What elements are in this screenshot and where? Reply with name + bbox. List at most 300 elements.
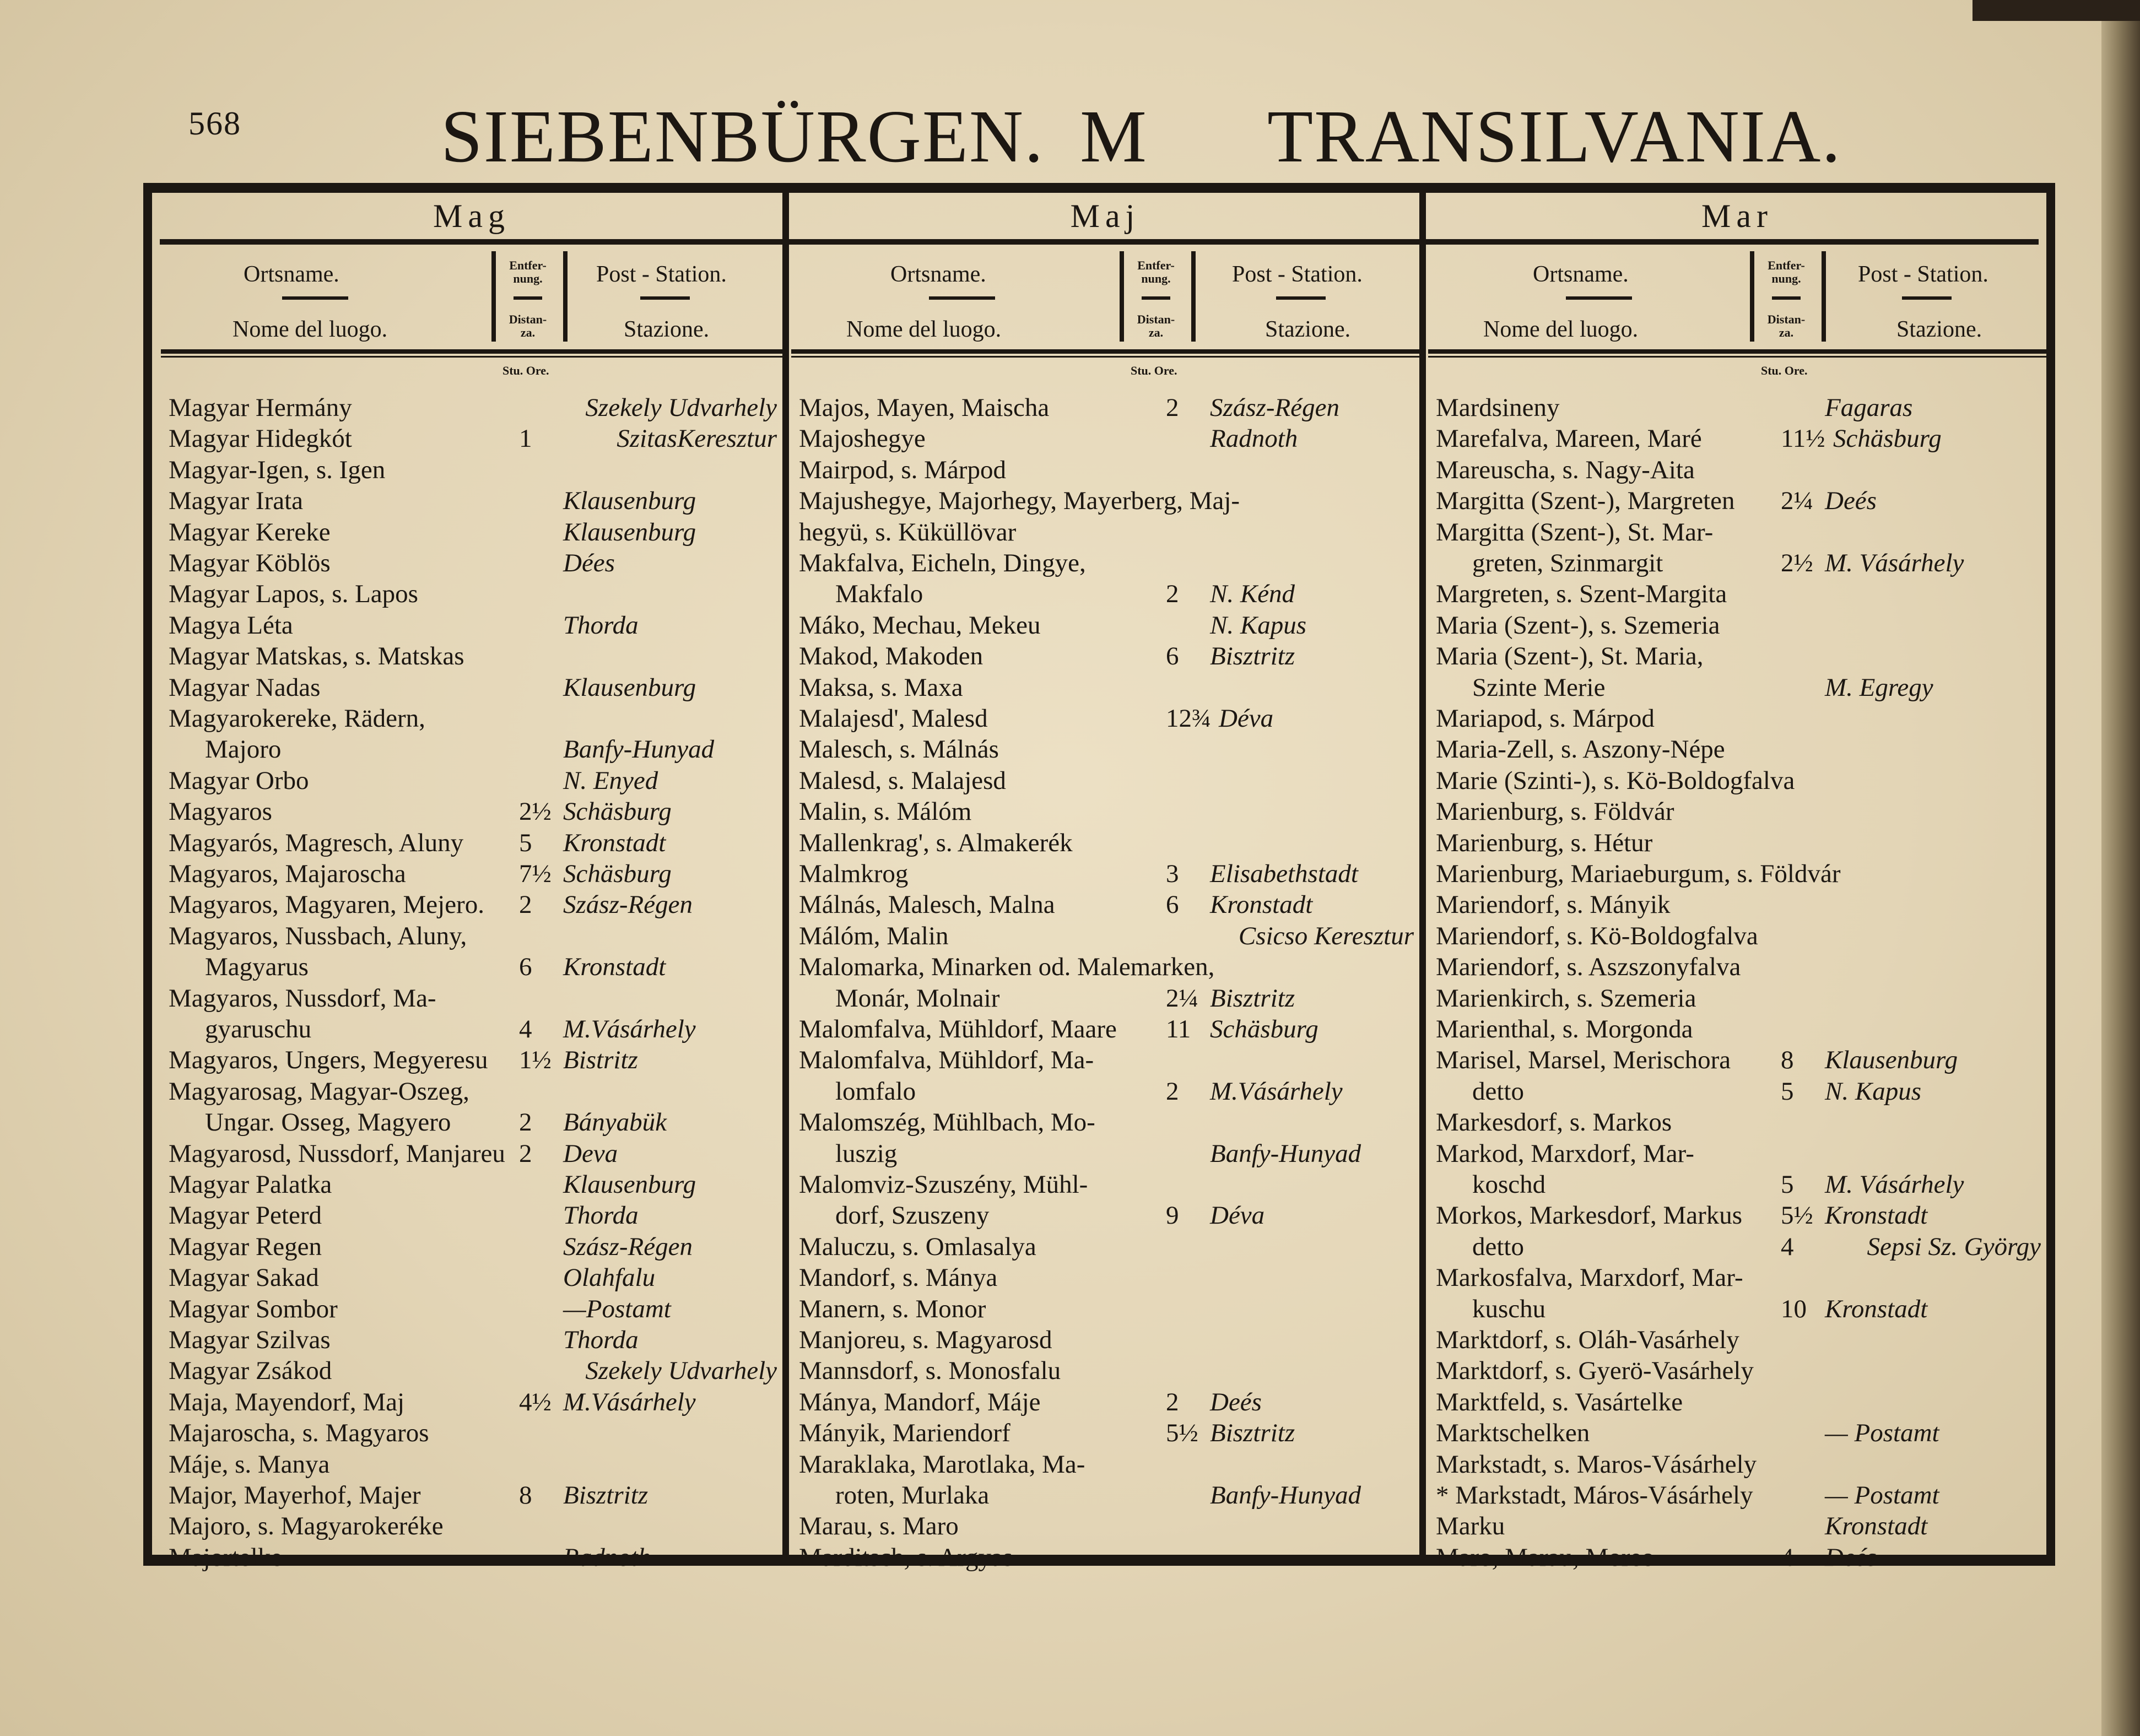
distance: 6	[1166, 642, 1179, 671]
place-name: Malesd, s. Malajesd	[799, 766, 1006, 795]
header-divider	[1822, 251, 1826, 342]
place-name: Magyar Szilvas	[169, 1326, 331, 1354]
place-name: Marau, s. Maro	[799, 1512, 959, 1541]
place-name: kuschu	[1472, 1294, 1546, 1323]
post-station: N. Kapus	[1210, 610, 1306, 640]
list-item	[161, 672, 782, 703]
list-item	[1428, 1355, 2046, 1386]
header-divider	[1120, 251, 1124, 342]
distance: 2	[1166, 1387, 1179, 1416]
header-rule	[1276, 296, 1326, 300]
list-item	[1428, 1107, 2046, 1138]
list-item	[1428, 455, 2046, 485]
distance: 8	[1781, 1046, 1794, 1075]
place-name: Markstadt, s. Maros-Vásárhely	[1436, 1450, 1757, 1479]
list-item	[791, 423, 1419, 454]
place-name: Marktdorf, s. Oláh-Vasárhely	[1436, 1326, 1739, 1354]
post-station: Thorda	[563, 610, 639, 640]
column-heading: Maj	[1070, 198, 1141, 234]
column-mar	[1428, 193, 2046, 1572]
place-name: Marisel, Marsel, Merischora	[1436, 1046, 1731, 1075]
post-station: Szász-Régen	[563, 1232, 693, 1261]
header-post-station: Post - Station.	[1232, 262, 1363, 287]
list-item	[791, 517, 1419, 548]
place-name: Marienburg, s. Hétur	[1436, 828, 1653, 857]
place-name: Magyar Matskas, s. Matskas	[169, 642, 464, 671]
place-name: Margitta (Szent-), Margreten	[1436, 486, 1735, 516]
list-item	[791, 858, 1419, 889]
list-item	[1428, 983, 2046, 1014]
place-name: Magyar Peterd	[169, 1201, 322, 1230]
list-item	[161, 921, 782, 951]
list-item	[791, 578, 1419, 609]
header-nome-del-luogo: Nome del luogo.	[233, 317, 388, 342]
list-item	[791, 672, 1419, 703]
list-item	[161, 1231, 782, 1262]
title-letter: M	[1080, 95, 1148, 178]
list-item	[161, 1169, 782, 1200]
list-item	[161, 1387, 782, 1418]
place-name: Majoro	[205, 735, 282, 764]
post-station: Thorda	[563, 1326, 639, 1354]
header-rule	[1772, 296, 1801, 300]
place-name: Marku	[1436, 1512, 1505, 1541]
place-name: Malajesd', Malesd	[799, 704, 988, 733]
place-name: Margreten, s. Szent-Margita	[1436, 580, 1727, 609]
post-station: Thorda	[563, 1201, 639, 1230]
place-name: Malomfalva, Mühldorf, Maare	[799, 1015, 1117, 1043]
list-item	[161, 455, 782, 485]
post-station: M.Vásárhely	[563, 1015, 696, 1043]
list-item	[161, 1294, 782, 1324]
header-nome-del-luogo: Nome del luogo.	[1483, 317, 1639, 342]
post-station: Csicso Keresztur	[1238, 921, 1414, 950]
distance: 2¼	[1781, 486, 1813, 516]
place-name: Magyaros, Nussdorf, Ma-	[169, 983, 436, 1013]
list-item	[1428, 1014, 2046, 1045]
place-name: detto	[1472, 1232, 1524, 1261]
place-name: Marktfeld, s. Vasártelke	[1436, 1387, 1683, 1416]
post-station: Klausenburg	[1825, 1046, 1958, 1075]
place-name: Málnás, Malesch, Malna	[799, 890, 1055, 920]
place-name: Manjoreu, s. Magyarosd	[799, 1326, 1052, 1354]
post-station: M.Vásárhely	[563, 1387, 696, 1416]
list-item	[791, 1200, 1419, 1231]
place-name: Maria-Zell, s. Aszony-Népe	[1436, 735, 1725, 764]
post-station: Kronstadt	[1210, 890, 1313, 920]
list-item	[1428, 828, 2046, 858]
post-station: Deés	[1825, 1543, 1877, 1572]
place-name: Mánya, Mandorf, Máje	[799, 1387, 1041, 1416]
list-item	[791, 1107, 1419, 1138]
title-latin: TRANSILVANIA.	[1267, 95, 1842, 178]
column-mag	[161, 193, 782, 1572]
post-station: — Postamt	[1825, 1419, 1939, 1448]
post-station: Szekely Udvarhely	[585, 393, 777, 422]
column-heading: Mag	[433, 198, 510, 234]
place-name: Mardsineny	[1436, 393, 1560, 422]
list-item	[1428, 1324, 2046, 1355]
list-item	[1428, 1294, 2046, 1324]
post-station: Schäsburg	[563, 859, 672, 888]
list-item	[1428, 548, 2046, 578]
post-station: Szász-Régen	[1210, 393, 1339, 422]
place-name: Magyar Köblös	[169, 549, 331, 577]
post-station: Szekely Udvarhely	[585, 1356, 777, 1386]
header-entfernung: Entfer- nung.	[1768, 258, 1805, 285]
post-station: Bisztritz	[1210, 983, 1295, 1013]
list-item	[161, 610, 782, 641]
header-rule	[1428, 356, 2046, 358]
title-german: SIEBENBÜRGEN.	[441, 95, 1045, 178]
list-item	[791, 796, 1419, 827]
place-name: Maluczu, s. Omlasalya	[799, 1232, 1036, 1261]
list-item	[161, 951, 782, 982]
list-item	[161, 889, 782, 920]
list-item	[161, 703, 782, 734]
place-name: Mariendorf, s. Kö-Boldogfalva	[1436, 921, 1758, 950]
list-item	[791, 765, 1419, 796]
distance: 5	[1781, 1077, 1794, 1106]
distance: 3	[1166, 859, 1179, 888]
list-item	[161, 1324, 782, 1355]
place-name: Magyaros	[169, 797, 272, 826]
column-divider	[782, 193, 789, 1557]
list-item	[1428, 921, 2046, 951]
place-name: Ungar. Osseg, Magyero	[205, 1108, 451, 1137]
list-item	[161, 423, 782, 454]
page-corner-shadow	[1973, 0, 2140, 21]
place-name: Magyaros, Nussbach, Aluny,	[169, 921, 467, 950]
post-station: Szász-Régen	[563, 890, 693, 920]
post-station: Deés	[1825, 486, 1877, 516]
distance: 8	[519, 1481, 532, 1510]
header-rule	[1566, 296, 1632, 300]
place-name: Majortelke	[169, 1543, 283, 1572]
list-item	[791, 392, 1419, 423]
list-item	[161, 517, 782, 548]
place-name: Magyaros, Ungers, Megyeresu	[169, 1046, 488, 1075]
post-station: Bisztritz	[1210, 642, 1295, 671]
post-station: Bányabük	[563, 1108, 667, 1137]
place-name: Magyar Regen	[169, 1232, 322, 1261]
distance: 6	[1166, 890, 1179, 920]
place-name: Magyar Lapos, s. Lapos	[169, 580, 418, 609]
list-item	[1428, 1169, 2046, 1200]
place-name: Marktschelken	[1436, 1419, 1590, 1448]
list-item	[161, 1480, 782, 1511]
post-station: Bisztritz	[563, 1481, 649, 1510]
place-name: Magyar-Igen, s. Igen	[169, 455, 386, 484]
distance: 5	[1781, 1170, 1794, 1199]
binding-edge	[2101, 0, 2140, 1736]
header-rule	[791, 349, 1419, 354]
header-stazione: Stazione.	[624, 317, 710, 342]
list-item	[791, 1169, 1419, 1200]
list-item	[791, 889, 1419, 920]
list-item	[1428, 1200, 2046, 1231]
header-rule	[791, 356, 1419, 358]
header-stazione: Stazione.	[1265, 317, 1351, 342]
distance: 11½	[1781, 424, 1825, 453]
list-item	[161, 1511, 782, 1542]
place-name: Marktdorf, s. Gyerö-Vasárhely	[1436, 1356, 1754, 1386]
place-name: Markesdorf, s. Markos	[1436, 1108, 1672, 1137]
list-item	[791, 703, 1419, 734]
column-heading: Mar	[1701, 198, 1773, 234]
place-name: Málóm, Malin	[799, 921, 949, 950]
place-name: Majoro, s. Magyarokeréke	[169, 1512, 444, 1541]
distance: 11	[1166, 1015, 1191, 1043]
list-item	[161, 858, 782, 889]
list-item	[161, 983, 782, 1014]
distance: 2½	[1781, 549, 1813, 577]
post-station: Schäsburg	[1833, 424, 1942, 453]
distance: 2	[519, 890, 532, 920]
distance: 2	[519, 1139, 532, 1168]
place-name: dorf, Szuszeny	[835, 1201, 990, 1230]
list-item	[791, 1045, 1419, 1075]
distance: 4½	[519, 1387, 552, 1416]
list-item	[1428, 1076, 2046, 1107]
place-name: Malomarka, Minarken od. Malemarken,	[799, 953, 1215, 982]
list-item	[1428, 1045, 2046, 1075]
list-item	[161, 1076, 782, 1107]
post-station: Radnoth	[1210, 424, 1298, 453]
place-name: Szinte Merie	[1472, 673, 1606, 702]
header-ortsname: Ortsname.	[1533, 262, 1629, 287]
list-item	[161, 1138, 782, 1169]
list-item	[1428, 517, 2046, 548]
distance: 4	[519, 1015, 532, 1043]
post-station: Kronstadt	[563, 953, 666, 982]
header-rule	[1428, 349, 2046, 354]
place-name: Magyar Kereke	[169, 517, 331, 547]
list-item	[161, 548, 782, 578]
place-name: Magyar Zsákod	[169, 1356, 332, 1386]
post-station: Sepsi Sz. György	[1867, 1232, 2041, 1261]
distance: 10	[1781, 1294, 1807, 1323]
list-item	[161, 1014, 782, 1045]
column-divider	[1419, 193, 1426, 1557]
list-item	[1428, 1387, 2046, 1418]
place-name: Manern, s. Monor	[799, 1294, 986, 1323]
list-item	[161, 1449, 782, 1480]
post-station: Kronstadt	[1825, 1294, 1928, 1323]
distance: 1½	[519, 1046, 552, 1075]
post-station: Kronstadt	[1825, 1512, 1928, 1541]
list-item	[1428, 796, 2046, 827]
header-nome-del-luogo: Nome del luogo.	[846, 317, 1002, 342]
units-label: Stu. Ore.	[1131, 364, 1177, 377]
list-item	[791, 1387, 1419, 1418]
post-station: Klausenburg	[563, 1170, 696, 1199]
place-name: Marie (Szinti-), s. Kö-Boldogfalva	[1436, 766, 1795, 795]
place-name: Maria (Szent-), s. Szemeria	[1436, 610, 1720, 640]
post-station: M. Vásárhely	[1825, 1170, 1964, 1199]
distance: 5	[519, 828, 532, 857]
post-station: M. Egregy	[1825, 673, 1933, 702]
list-item	[791, 1294, 1419, 1324]
list-item	[791, 1231, 1419, 1262]
header-rule	[161, 356, 782, 358]
distance: 4	[1781, 1543, 1794, 1572]
place-name: Makod, Makoden	[799, 642, 983, 671]
place-name: * Markstadt, Máros-Vásárhely	[1436, 1481, 1753, 1510]
header-entfernung: Entfer- nung.	[509, 258, 547, 285]
post-station: Déva	[1210, 1201, 1265, 1230]
place-name: detto	[1472, 1077, 1524, 1106]
distance: 2	[519, 1108, 532, 1137]
header-ortsname: Ortsname.	[890, 262, 986, 287]
place-name: Marienburg, s. Földvár	[1436, 797, 1674, 826]
post-station: Klausenburg	[563, 517, 696, 547]
list-item	[791, 1449, 1419, 1480]
post-station: M.Vásárhely	[1210, 1077, 1343, 1106]
post-station: N. Enyed	[563, 766, 658, 795]
place-name: Máje, s. Manya	[169, 1450, 330, 1479]
place-name: Marefalva, Mareen, Maré	[1436, 424, 1702, 453]
distance: 9	[1166, 1201, 1179, 1230]
place-name: Magyarokereke, Rädern,	[169, 704, 425, 733]
post-station: Banfy-Hunyad	[563, 735, 715, 764]
list-item	[791, 1511, 1419, 1542]
list-item	[791, 1542, 1419, 1573]
list-item	[1428, 392, 2046, 423]
header-stazione: Stazione.	[1896, 317, 1982, 342]
place-name: Máko, Mechau, Mekeu	[799, 610, 1041, 640]
place-name: Mannsdorf, s. Monosfalu	[799, 1356, 1061, 1386]
header-entfernung: Entfer- nung.	[1137, 258, 1175, 285]
header-distanza: Distan- za.	[1767, 312, 1806, 339]
place-name: Majos, Mayen, Maischa	[799, 393, 1050, 422]
place-name: Mariapod, s. Márpod	[1436, 704, 1655, 733]
list-item	[161, 765, 782, 796]
list-item	[1428, 672, 2046, 703]
place-name: Maraklaka, Marotlaka, Ma-	[799, 1450, 1085, 1479]
list-item	[791, 734, 1419, 765]
list-item	[161, 578, 782, 609]
post-station: Deva	[563, 1139, 618, 1168]
place-name: Malesch, s. Málnás	[799, 735, 999, 764]
place-name: Majaroscha, s. Magyaros	[169, 1419, 429, 1448]
header-distanza: Distan- za.	[1137, 312, 1175, 339]
post-station: Radnoth	[563, 1543, 651, 1572]
header-post-station: Post - Station.	[596, 262, 727, 287]
place-name: Marienburg, Mariaeburgum, s. Földvár	[1436, 859, 1841, 888]
post-station: Elisabethstadt	[1210, 859, 1358, 888]
post-station: Banfy-Hunyad	[1210, 1139, 1361, 1168]
place-name: Mallenkrag', s. Almakerék	[799, 828, 1073, 857]
list-item	[1428, 858, 2046, 889]
place-name: Monár, Molnair	[835, 983, 1000, 1013]
column-maj	[791, 193, 1419, 1572]
post-station: Klausenburg	[563, 486, 696, 516]
place-name: Magyar Hidegkót	[169, 424, 352, 453]
list-item	[1428, 951, 2046, 982]
place-name: koschd	[1472, 1170, 1546, 1199]
post-station: N. Kapus	[1825, 1077, 1921, 1106]
distance: 2	[1166, 393, 1179, 422]
list-item	[791, 1014, 1419, 1045]
list-item	[1428, 1511, 2046, 1542]
place-name: Maria (Szent-), St. Maria,	[1436, 642, 1704, 671]
place-name: Magyarós, Magresch, Aluny	[169, 828, 464, 857]
list-item	[1428, 641, 2046, 672]
post-station: Fagaras	[1825, 393, 1913, 422]
distance: 5½	[1166, 1419, 1198, 1448]
list-item	[161, 641, 782, 672]
list-item	[161, 485, 782, 516]
place-name: gyaruschu	[205, 1015, 312, 1043]
list-item	[161, 828, 782, 858]
place-name: Malomviz-Szuszény, Mühl-	[799, 1170, 1088, 1199]
list-item	[791, 1076, 1419, 1107]
units-label: Stu. Ore.	[502, 364, 549, 377]
list-item	[791, 921, 1419, 951]
place-name: Magyaros, Magyaren, Mejero.	[169, 890, 484, 920]
distance: 5½	[1781, 1201, 1813, 1230]
post-station: Bistritz	[563, 1046, 638, 1075]
list-item	[161, 1262, 782, 1293]
list-item	[791, 828, 1419, 858]
header-distanza: Distan- za.	[509, 312, 547, 339]
place-name: Mányik, Mariendorf	[799, 1419, 1010, 1448]
list-item	[161, 1045, 782, 1075]
list-item	[791, 1480, 1419, 1511]
place-name: Magyar Irata	[169, 486, 303, 516]
place-name: roten, Murlaka	[835, 1481, 990, 1510]
distance: 7½	[519, 859, 552, 888]
header-post-station: Post - Station.	[1858, 262, 1988, 287]
list-item	[1428, 1418, 2046, 1448]
header-rule	[1902, 296, 1952, 300]
list-item	[791, 951, 1419, 982]
list-item	[161, 734, 782, 765]
header-rule	[929, 296, 995, 300]
place-name: Makfalva, Eicheln, Dingye,	[799, 549, 1086, 577]
place-name: Mareuscha, s. Nagy-Aita	[1436, 455, 1695, 484]
place-name: Markosfalva, Marxdorf, Mar-	[1436, 1263, 1743, 1292]
post-station: Kronstadt	[563, 828, 666, 857]
list-item	[161, 1200, 782, 1231]
header-rule	[514, 296, 542, 300]
header-rule	[161, 349, 782, 354]
units-label: Stu. Ore.	[1761, 364, 1808, 377]
post-station: Déva	[1219, 704, 1274, 733]
list-item	[161, 1542, 782, 1573]
list-item	[791, 1324, 1419, 1355]
place-name: Malomfalva, Mühldorf, Ma-	[799, 1046, 1094, 1075]
list-item	[791, 455, 1419, 485]
header-divider	[491, 251, 496, 342]
post-station: Deés	[1210, 1387, 1262, 1416]
place-name: lomfalo	[835, 1077, 916, 1106]
list-item	[791, 485, 1419, 516]
place-name: Majushegye, Majorhegy, Mayerberg, Maj-	[799, 486, 1240, 516]
place-name: Maksa, s. Maxa	[799, 673, 963, 702]
list-item	[791, 1355, 1419, 1386]
list-item	[161, 1355, 782, 1386]
place-name: Margitta (Szent-), St. Mar-	[1436, 517, 1714, 547]
post-station: Dées	[563, 549, 615, 577]
post-station: Olahfalu	[563, 1263, 656, 1292]
post-station: Kronstadt	[1825, 1201, 1928, 1230]
page-number: 568	[188, 105, 241, 142]
list-item	[161, 1107, 782, 1138]
place-name: Marienkirch, s. Szemeria	[1436, 983, 1696, 1013]
list-item	[1428, 1449, 2046, 1480]
